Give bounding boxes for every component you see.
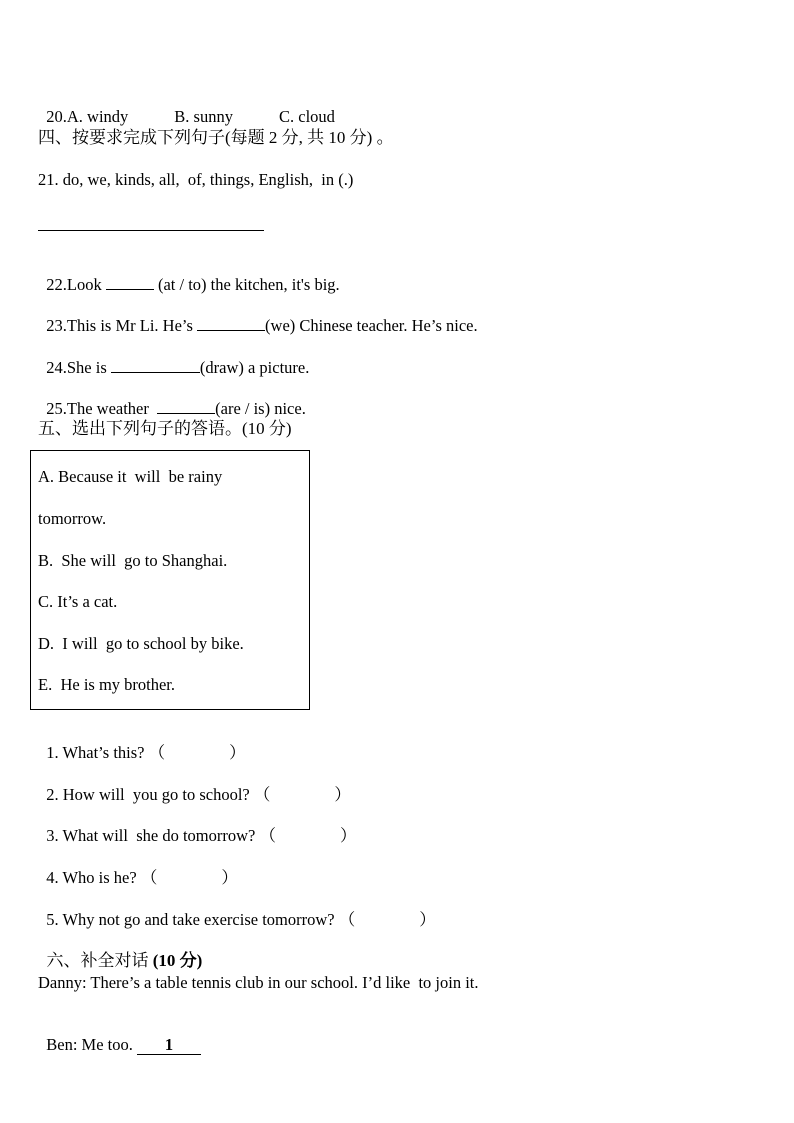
option-d: D. I will go to school by bike. bbox=[38, 634, 244, 653]
question-25-suffix: (are / is) nice. bbox=[215, 399, 306, 418]
question-22 bbox=[38, 254, 340, 295]
question-21: 21. do, we, kinds, all, of, things, English, in (.) bbox=[38, 170, 354, 189]
dialog-blank-1-number: 1 bbox=[164, 1035, 174, 1054]
option-e: E. He is my brother. bbox=[38, 675, 176, 694]
question-23-prefix: 23.This is Mr Li. He’s bbox=[46, 316, 198, 335]
answer-paren-close-3: ） bbox=[340, 826, 357, 845]
match-question-2-text: 2. How will you go to school? bbox=[46, 785, 254, 804]
option-b: B. She will go to Shanghai. bbox=[38, 551, 228, 570]
question-24 bbox=[38, 337, 309, 378]
section-6-title bbox=[38, 931, 202, 971]
match-question-3 bbox=[38, 806, 357, 846]
match-question-2 bbox=[38, 765, 351, 805]
option-20a: A. windy bbox=[66, 107, 129, 126]
answer-paren-close-4: ） bbox=[221, 868, 238, 887]
option-a-line2: tomorrow. bbox=[38, 509, 107, 528]
section-5-title: 五、选出下列句子的答语。(10 分) bbox=[38, 419, 292, 438]
blank-22[interactable] bbox=[106, 274, 154, 290]
question-22-prefix: 22.Look bbox=[46, 275, 106, 294]
blank-24[interactable] bbox=[111, 357, 200, 373]
section-4-title: 四、按要求完成下列句子(每题 2 分, 共 10 分) 。 bbox=[38, 128, 394, 147]
question-20-number: 20. bbox=[46, 107, 67, 126]
answer-paren-close-2: ） bbox=[334, 785, 351, 804]
answer-paren-open-1: （ bbox=[148, 743, 166, 762]
match-question-3-text: 3. What will she do tomorrow? bbox=[46, 826, 260, 845]
question-25 bbox=[38, 378, 306, 419]
dialog-line-ben bbox=[38, 1015, 201, 1055]
dialog-line-danny: Danny: There’s a table tennis club in our school. I’d like to join it. bbox=[38, 973, 479, 992]
answer-options-box bbox=[30, 450, 310, 710]
section-6-title-cn: 六、补全对话 bbox=[46, 951, 153, 970]
match-question-5 bbox=[38, 890, 436, 930]
blank-23[interactable] bbox=[197, 315, 265, 331]
section-6-score: (10 分) bbox=[152, 951, 203, 970]
answer-line-21 bbox=[38, 230, 264, 231]
dialog-ben-text: Ben: Me too. bbox=[46, 1035, 137, 1054]
match-question-4 bbox=[38, 848, 238, 888]
question-20 bbox=[38, 87, 335, 127]
answer-paren-close-5: ） bbox=[419, 910, 436, 929]
match-question-5-text: 5. Why not go and take exercise tomorrow? bbox=[46, 910, 339, 929]
match-question-1 bbox=[38, 723, 246, 763]
answer-paren-open-4: （ bbox=[140, 868, 158, 887]
question-24-suffix: (draw) a picture. bbox=[199, 358, 310, 377]
option-20c: C. cloud bbox=[278, 107, 335, 126]
question-24-prefix: 24.She is bbox=[46, 358, 111, 377]
dialog-blank-1[interactable] bbox=[137, 1036, 201, 1055]
option-a-line1: A. Because it will be rainy bbox=[38, 467, 223, 486]
option-c: C. It’s a cat. bbox=[38, 592, 118, 611]
question-23 bbox=[38, 295, 478, 336]
question-23-suffix: (we) Chinese teacher. He’s nice. bbox=[265, 316, 478, 335]
match-question-4-text: 4. Who is he? bbox=[46, 868, 141, 887]
answer-paren-close-1: ） bbox=[229, 743, 246, 762]
answer-paren-open-2: （ bbox=[253, 785, 271, 804]
answer-paren-open-3: （ bbox=[259, 826, 276, 845]
question-25-prefix: 25.The weather bbox=[46, 399, 158, 418]
option-20b: B. sunny bbox=[174, 107, 233, 126]
answer-paren-open-5: （ bbox=[338, 910, 356, 929]
blank-25[interactable] bbox=[157, 398, 215, 414]
match-question-1-text: 1. What’s this? bbox=[46, 743, 149, 762]
question-22-suffix: (at / to) the kitchen, it's big. bbox=[153, 275, 340, 294]
